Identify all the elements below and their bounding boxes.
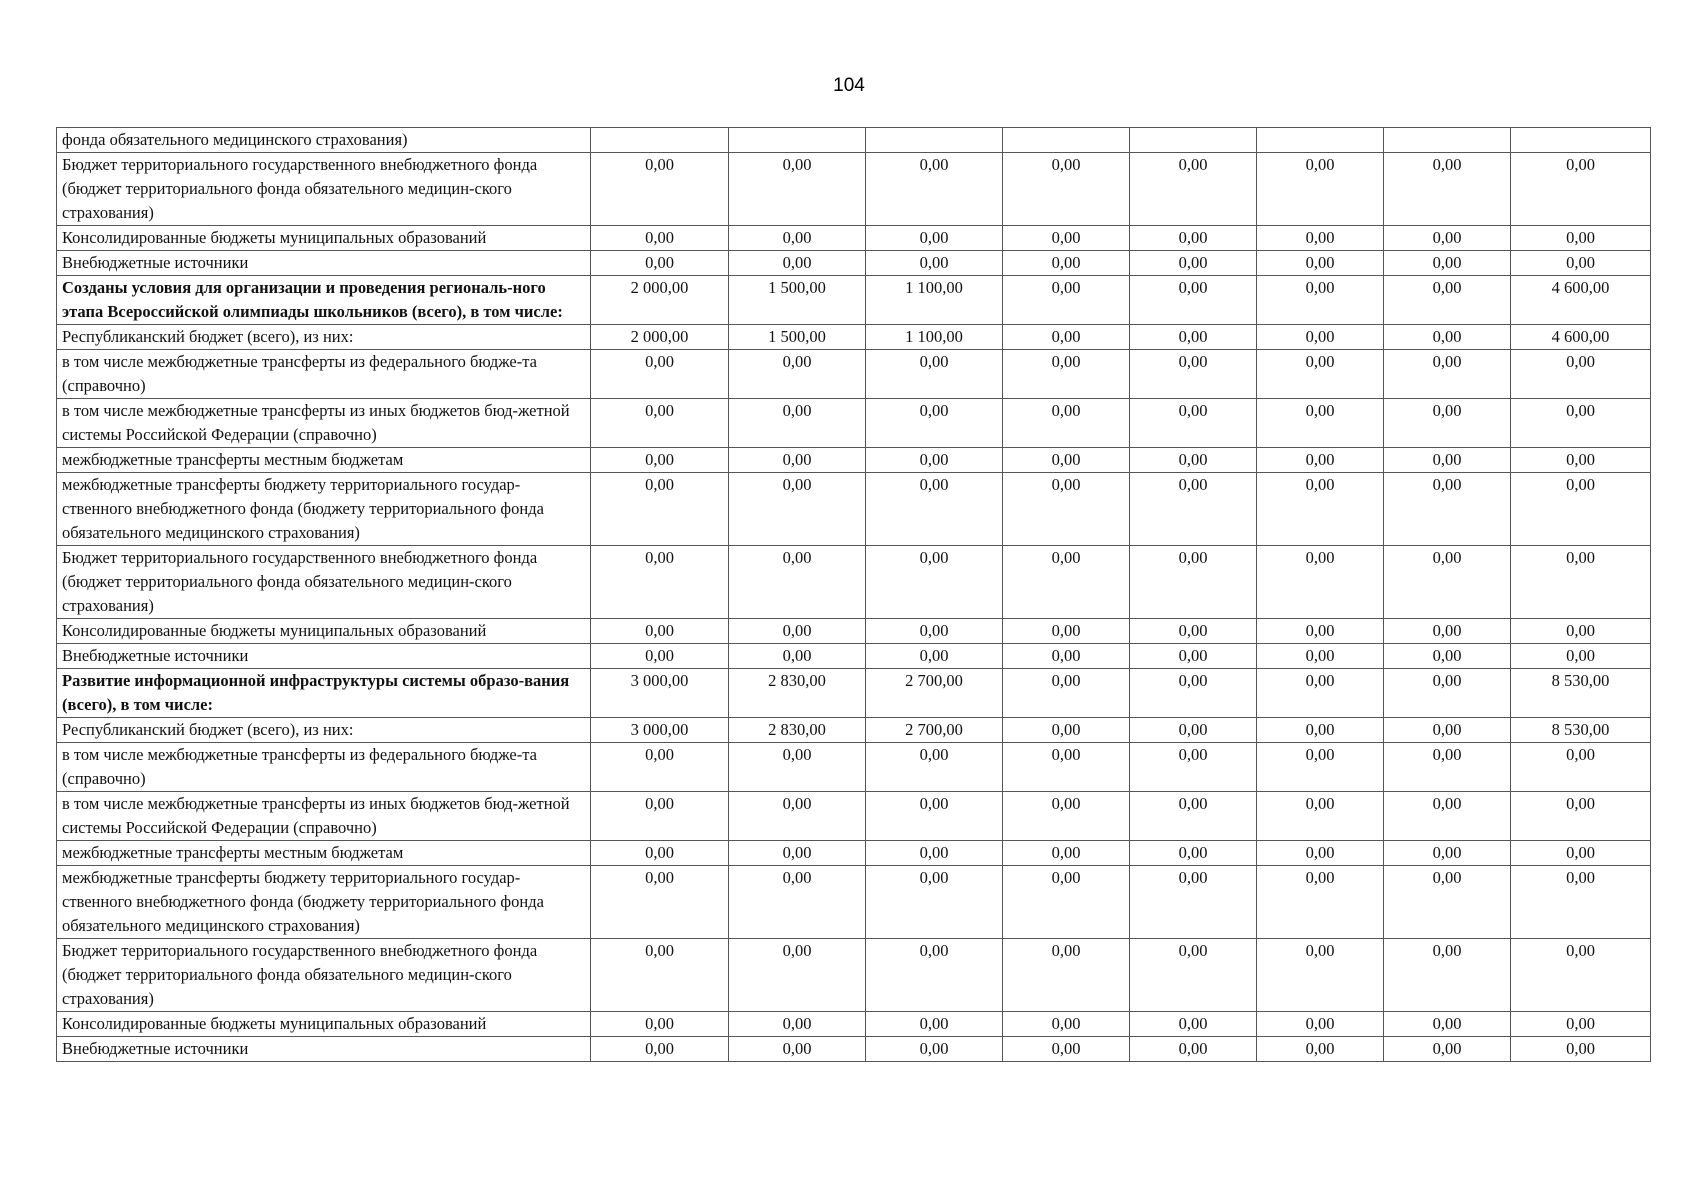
value-cell: 0,00 (1130, 669, 1257, 718)
value-cell: 0,00 (1003, 718, 1130, 743)
value-cell: 0,00 (1384, 1012, 1511, 1037)
value-cell: 0,00 (1511, 841, 1651, 866)
value-cell: 0,00 (1511, 226, 1651, 251)
table-row (57, 399, 1651, 448)
value-cell: 0,00 (1003, 866, 1130, 939)
value-cell: 0,00 (729, 841, 866, 866)
value-cell: 0,00 (729, 546, 866, 619)
value-cell: 0,00 (1003, 325, 1130, 350)
value-cell: 0,00 (1384, 939, 1511, 1012)
value-cell: 0,00 (1257, 546, 1384, 619)
table-row (57, 619, 1651, 644)
value-cell: 0,00 (729, 1037, 866, 1062)
value-cell: 0,00 (729, 743, 866, 792)
value-cell: 0,00 (1384, 669, 1511, 718)
value-cell: 0,00 (1130, 276, 1257, 325)
value-cell: 0,00 (1130, 399, 1257, 448)
value-cell: 0,00 (591, 792, 729, 841)
value-cell (1257, 128, 1384, 153)
table-row (57, 743, 1651, 792)
value-cell: 0,00 (1003, 1012, 1130, 1037)
value-cell: 0,00 (1130, 448, 1257, 473)
value-cell: 0,00 (729, 473, 866, 546)
value-cell: 0,00 (729, 251, 866, 276)
row-label-cell: в том числе межбюджетные трансферты из федерального бюдже-та (справочно) (57, 743, 591, 792)
value-cell: 0,00 (1384, 546, 1511, 619)
value-cell: 0,00 (1257, 399, 1384, 448)
value-cell: 0,00 (866, 153, 1003, 226)
value-cell: 0,00 (729, 619, 866, 644)
value-cell: 0,00 (866, 866, 1003, 939)
value-cell: 0,00 (1257, 350, 1384, 399)
row-label-cell: Внебюджетные источники (57, 644, 591, 669)
table-row (57, 1037, 1651, 1062)
value-cell: 0,00 (1130, 1037, 1257, 1062)
value-cell: 0,00 (1384, 251, 1511, 276)
value-cell: 0,00 (1130, 939, 1257, 1012)
value-cell: 0,00 (1003, 619, 1130, 644)
value-cell: 0,00 (591, 546, 729, 619)
value-cell: 0,00 (1384, 743, 1511, 792)
value-cell: 2 830,00 (729, 669, 866, 718)
value-cell: 0,00 (866, 939, 1003, 1012)
value-cell: 0,00 (1384, 448, 1511, 473)
value-cell: 0,00 (1130, 473, 1257, 546)
value-cell: 0,00 (1257, 841, 1384, 866)
value-cell: 0,00 (1130, 325, 1257, 350)
value-cell: 0,00 (1257, 325, 1384, 350)
value-cell: 0,00 (729, 939, 866, 1012)
table-row (57, 939, 1651, 1012)
row-label-cell: в том числе межбюджетные трансферты из иных бюджетов бюд-жетной системы Российской Федерации (справочно) (57, 399, 591, 448)
value-cell: 0,00 (591, 448, 729, 473)
value-cell: 0,00 (1130, 226, 1257, 251)
value-cell: 1 500,00 (729, 276, 866, 325)
value-cell: 0,00 (1257, 1037, 1384, 1062)
value-cell: 0,00 (591, 226, 729, 251)
row-label-cell: межбюджетные трансферты местным бюджетам (57, 841, 591, 866)
value-cell: 0,00 (1257, 939, 1384, 1012)
value-cell: 0,00 (729, 644, 866, 669)
value-cell: 0,00 (866, 473, 1003, 546)
table-row (57, 718, 1651, 743)
table-row (57, 546, 1651, 619)
value-cell (1130, 128, 1257, 153)
table-row (57, 153, 1651, 226)
value-cell: 0,00 (1511, 350, 1651, 399)
value-cell: 0,00 (1003, 546, 1130, 619)
row-label-cell: Консолидированные бюджеты муниципальных образований (57, 1012, 591, 1037)
value-cell: 4 600,00 (1511, 276, 1651, 325)
value-cell: 0,00 (866, 226, 1003, 251)
value-cell: 1 100,00 (866, 276, 1003, 325)
value-cell: 0,00 (1511, 399, 1651, 448)
value-cell: 0,00 (1130, 619, 1257, 644)
value-cell: 0,00 (1130, 866, 1257, 939)
row-label-cell: в том числе межбюджетные трансферты из иных бюджетов бюд-жетной системы Российской Федерации (справочно) (57, 792, 591, 841)
value-cell: 0,00 (591, 866, 729, 939)
value-cell: 0,00 (1003, 153, 1130, 226)
table-row (57, 866, 1651, 939)
table-row (57, 448, 1651, 473)
value-cell: 0,00 (1130, 153, 1257, 226)
value-cell: 0,00 (591, 841, 729, 866)
value-cell: 2 700,00 (866, 718, 1003, 743)
value-cell: 0,00 (591, 153, 729, 226)
value-cell: 0,00 (1003, 1037, 1130, 1062)
row-label-cell: межбюджетные трансферты местным бюджетам (57, 448, 591, 473)
value-cell: 0,00 (1257, 448, 1384, 473)
value-cell: 0,00 (729, 792, 866, 841)
value-cell: 0,00 (866, 841, 1003, 866)
value-cell: 0,00 (1130, 841, 1257, 866)
value-cell: 0,00 (1511, 743, 1651, 792)
value-cell: 0,00 (1511, 448, 1651, 473)
value-cell: 0,00 (1003, 276, 1130, 325)
table-row (57, 128, 1651, 153)
row-label-cell: межбюджетные трансферты бюджету территориального государ-ственного внебюджетного фонда (бюджету территориального фонда обязательного медицинского страхования) (57, 866, 591, 939)
value-cell: 0,00 (1257, 669, 1384, 718)
value-cell: 0,00 (729, 866, 866, 939)
value-cell: 0,00 (1384, 718, 1511, 743)
value-cell: 0,00 (1511, 1037, 1651, 1062)
value-cell: 0,00 (1384, 644, 1511, 669)
value-cell: 0,00 (729, 399, 866, 448)
value-cell: 0,00 (1257, 153, 1384, 226)
table-row (57, 1012, 1651, 1037)
section-heading-cell: Созданы условия для организации и проведения региональ-ного этапа Всероссийской олимпиады школьников (всего), в том числе: (57, 276, 591, 325)
value-cell: 2 700,00 (866, 669, 1003, 718)
row-label-cell: фонда обязательного медицинского страхования) (57, 128, 591, 153)
value-cell: 0,00 (1384, 153, 1511, 226)
value-cell: 0,00 (1384, 1037, 1511, 1062)
value-cell: 0,00 (591, 743, 729, 792)
table-row (57, 325, 1651, 350)
value-cell: 0,00 (1130, 792, 1257, 841)
value-cell: 0,00 (1130, 743, 1257, 792)
value-cell: 0,00 (1003, 841, 1130, 866)
value-cell: 0,00 (1511, 546, 1651, 619)
budget-table (56, 127, 1651, 1062)
row-label-cell: межбюджетные трансферты бюджету территориального государ-ственного внебюджетного фонда (бюджету территориального фонда обязательного медицинского страхования) (57, 473, 591, 546)
value-cell: 0,00 (1511, 619, 1651, 644)
value-cell: 0,00 (1384, 276, 1511, 325)
value-cell: 0,00 (591, 619, 729, 644)
table-row (57, 226, 1651, 251)
value-cell: 0,00 (1384, 866, 1511, 939)
row-label-cell: Внебюджетные источники (57, 1037, 591, 1062)
value-cell: 0,00 (866, 619, 1003, 644)
budget-table-body (57, 128, 1651, 1062)
value-cell: 0,00 (1384, 473, 1511, 546)
value-cell: 4 600,00 (1511, 325, 1651, 350)
value-cell: 0,00 (1257, 276, 1384, 325)
value-cell: 0,00 (866, 1037, 1003, 1062)
value-cell: 0,00 (1130, 546, 1257, 619)
value-cell: 0,00 (1003, 226, 1130, 251)
value-cell: 3 000,00 (591, 718, 729, 743)
value-cell: 0,00 (1003, 939, 1130, 1012)
row-label-cell: в том числе межбюджетные трансферты из федерального бюдже-та (справочно) (57, 350, 591, 399)
row-label-cell: Республиканский бюджет (всего), из них: (57, 325, 591, 350)
value-cell: 0,00 (1511, 792, 1651, 841)
value-cell: 0,00 (1003, 448, 1130, 473)
value-cell: 0,00 (1257, 473, 1384, 546)
value-cell: 0,00 (591, 251, 729, 276)
value-cell: 0,00 (1257, 644, 1384, 669)
value-cell: 0,00 (1130, 644, 1257, 669)
value-cell: 0,00 (1384, 350, 1511, 399)
value-cell: 0,00 (866, 399, 1003, 448)
value-cell: 3 000,00 (591, 669, 729, 718)
value-cell: 0,00 (866, 251, 1003, 276)
value-cell: 1 500,00 (729, 325, 866, 350)
value-cell: 0,00 (866, 1012, 1003, 1037)
value-cell: 0,00 (1257, 226, 1384, 251)
row-label-cell: Бюджет территориального государственного внебюджетного фонда (бюджет территориального фонда обязательного медицин-ского страхования) (57, 939, 591, 1012)
value-cell: 0,00 (1257, 1012, 1384, 1037)
table-row (57, 276, 1651, 325)
row-label-cell: Бюджет территориального государственного внебюджетного фонда (бюджет территориального фонда обязательного медицин-ского страхования) (57, 546, 591, 619)
value-cell: 0,00 (1257, 619, 1384, 644)
value-cell: 2 000,00 (591, 325, 729, 350)
page-number: 104 (833, 75, 865, 96)
value-cell: 0,00 (1003, 792, 1130, 841)
value-cell: 0,00 (1130, 350, 1257, 399)
value-cell: 0,00 (1003, 473, 1130, 546)
value-cell: 0,00 (1511, 1012, 1651, 1037)
value-cell: 0,00 (591, 939, 729, 1012)
value-cell: 0,00 (1384, 841, 1511, 866)
value-cell (866, 128, 1003, 153)
value-cell: 0,00 (866, 792, 1003, 841)
value-cell: 0,00 (866, 743, 1003, 792)
value-cell: 2 000,00 (591, 276, 729, 325)
value-cell: 2 830,00 (729, 718, 866, 743)
value-cell: 1 100,00 (866, 325, 1003, 350)
row-label-cell: Внебюджетные источники (57, 251, 591, 276)
value-cell: 0,00 (591, 399, 729, 448)
value-cell: 0,00 (729, 153, 866, 226)
table-row (57, 792, 1651, 841)
value-cell: 0,00 (1511, 866, 1651, 939)
value-cell: 0,00 (1511, 939, 1651, 1012)
row-label-cell: Консолидированные бюджеты муниципальных образований (57, 619, 591, 644)
value-cell: 0,00 (729, 350, 866, 399)
value-cell: 0,00 (1130, 718, 1257, 743)
table-row (57, 644, 1651, 669)
value-cell: 0,00 (1511, 473, 1651, 546)
value-cell: 0,00 (591, 1037, 729, 1062)
value-cell: 0,00 (866, 350, 1003, 399)
value-cell: 0,00 (1130, 1012, 1257, 1037)
value-cell (729, 128, 866, 153)
value-cell: 0,00 (1511, 153, 1651, 226)
value-cell: 0,00 (1003, 251, 1130, 276)
value-cell: 0,00 (1384, 619, 1511, 644)
row-label-cell: Республиканский бюджет (всего), из них: (57, 718, 591, 743)
value-cell: 0,00 (1130, 251, 1257, 276)
value-cell (591, 128, 729, 153)
value-cell: 0,00 (1003, 399, 1130, 448)
value-cell: 0,00 (1003, 743, 1130, 792)
value-cell (1003, 128, 1130, 153)
table-row (57, 473, 1651, 546)
value-cell: 0,00 (1257, 866, 1384, 939)
table-row (57, 251, 1651, 276)
value-cell (1384, 128, 1511, 153)
table-row (57, 350, 1651, 399)
value-cell: 0,00 (1384, 792, 1511, 841)
section-heading-cell: Развитие информационной инфраструктуры системы образо-вания (всего), в том числе: (57, 669, 591, 718)
value-cell: 0,00 (591, 644, 729, 669)
value-cell: 8 530,00 (1511, 718, 1651, 743)
value-cell: 0,00 (591, 473, 729, 546)
value-cell: 0,00 (1257, 792, 1384, 841)
value-cell: 0,00 (1511, 251, 1651, 276)
value-cell (1511, 128, 1651, 153)
value-cell: 0,00 (866, 448, 1003, 473)
value-cell: 8 530,00 (1511, 669, 1651, 718)
value-cell: 0,00 (1384, 399, 1511, 448)
value-cell: 0,00 (729, 1012, 866, 1037)
value-cell: 0,00 (1003, 644, 1130, 669)
value-cell: 0,00 (729, 448, 866, 473)
value-cell: 0,00 (866, 546, 1003, 619)
value-cell: 0,00 (866, 644, 1003, 669)
value-cell: 0,00 (1257, 251, 1384, 276)
row-label-cell: Консолидированные бюджеты муниципальных образований (57, 226, 591, 251)
value-cell: 0,00 (1384, 325, 1511, 350)
value-cell: 0,00 (591, 1012, 729, 1037)
value-cell: 0,00 (1511, 644, 1651, 669)
value-cell: 0,00 (1257, 718, 1384, 743)
value-cell: 0,00 (591, 350, 729, 399)
table-row (57, 841, 1651, 866)
value-cell: 0,00 (1003, 669, 1130, 718)
value-cell: 0,00 (1257, 743, 1384, 792)
table-row (57, 669, 1651, 718)
row-label-cell: Бюджет территориального государственного внебюджетного фонда (бюджет территориального фонда обязательного медицин-ского страхования) (57, 153, 591, 226)
value-cell: 0,00 (1003, 350, 1130, 399)
value-cell: 0,00 (1384, 226, 1511, 251)
value-cell: 0,00 (729, 226, 866, 251)
